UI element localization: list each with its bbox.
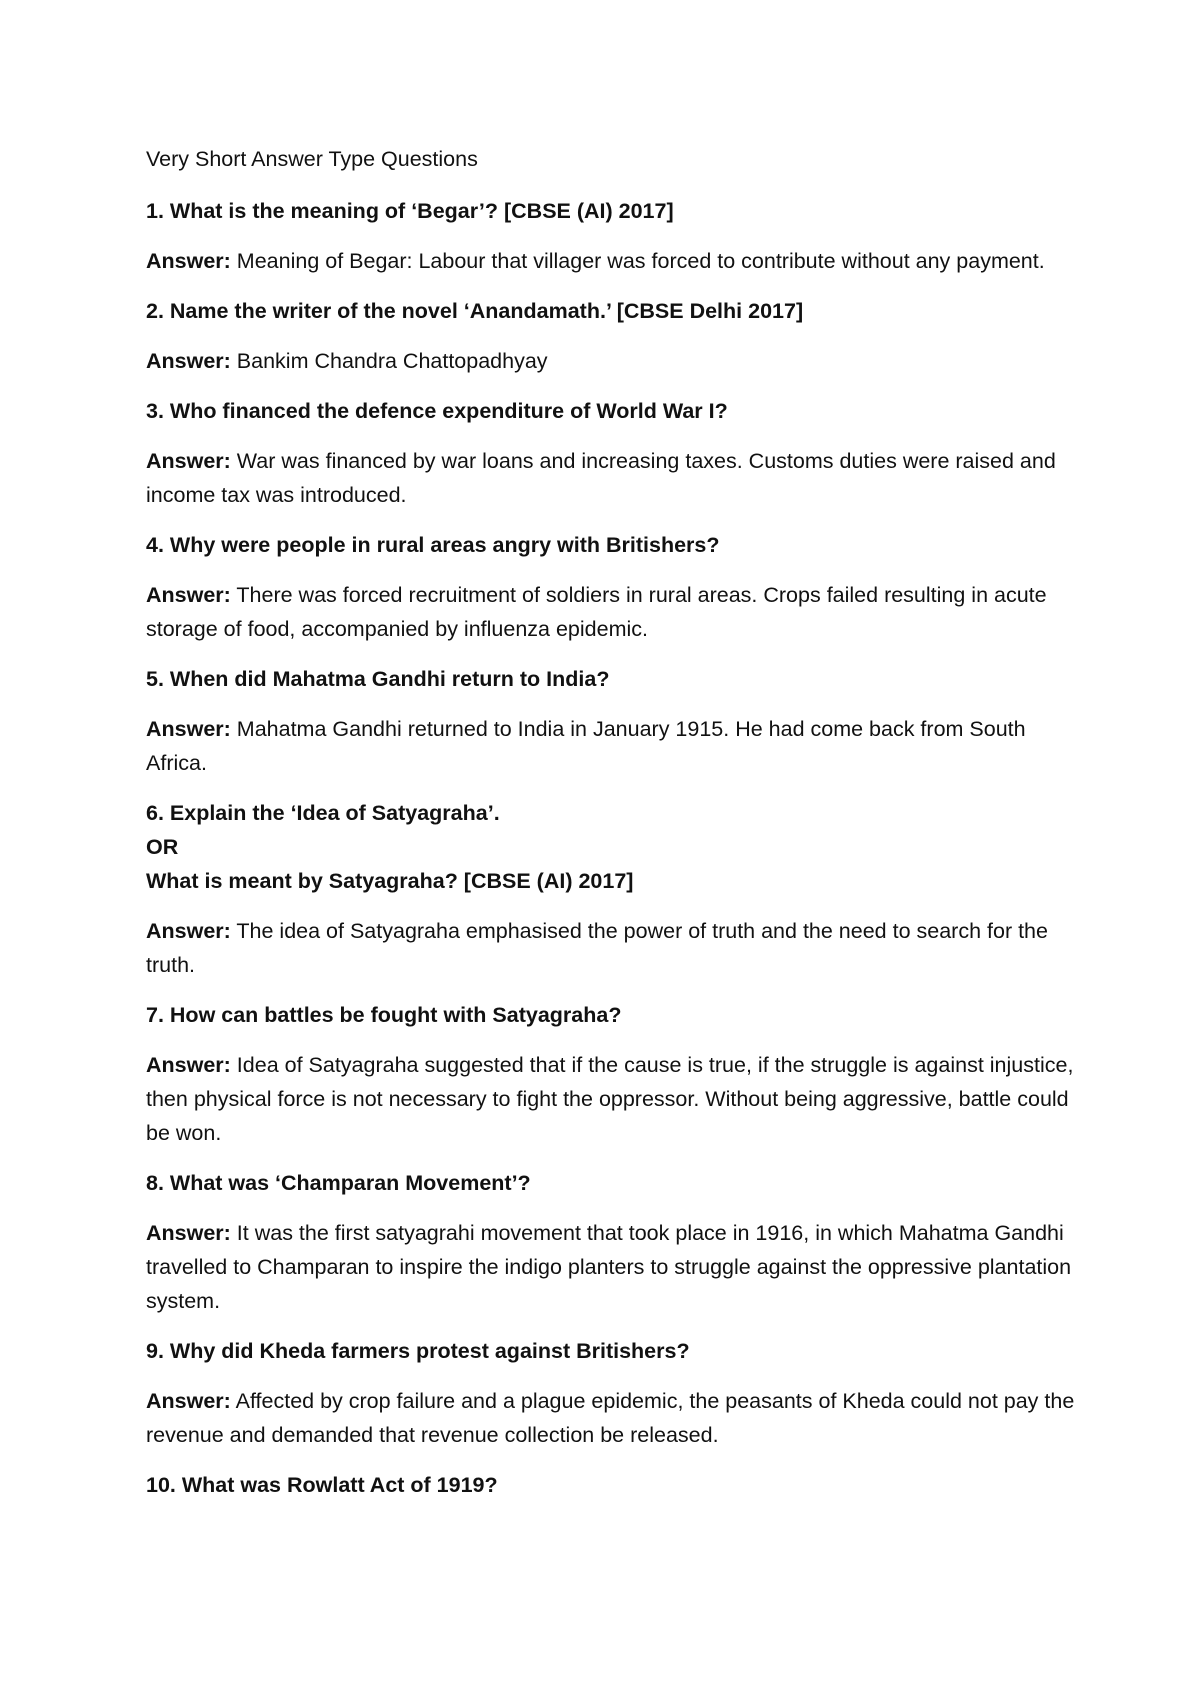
question-6-line-3: What is meant by Satyagraha? [CBSE (AI) 2017] <box>146 869 634 893</box>
answer-text: Bankim Chandra Chattopadhyay <box>230 349 548 373</box>
answer-text: Affected by crop failure and a plague epidemic, the peasants of Kheda could not pay the revenue and demanded that revenue collection be released. <box>146 1389 1075 1447</box>
answer-label: Answer: <box>146 449 231 473</box>
answer-3 <box>146 444 1076 512</box>
answer-9 <box>146 1384 1076 1452</box>
answer-text: There was forced recruitment of soldiers in rural areas. Crops failed resulting in acute storage of food, accompanied by influenza epidemic. <box>146 583 1047 641</box>
question-6 <box>146 796 1076 898</box>
question-6-line-1: 6. Explain the ‘Idea of Satyagraha’. <box>146 801 500 825</box>
answer-text: Mahatma Gandhi returned to India in January 1915. He had come back from South Africa. <box>146 717 1026 775</box>
answer-text: It was the first satyagrahi movement that took place in 1916, in which Mahatma Gandhi travelled to Champaran to inspire the indigo planters to struggle against the oppressive plantation system. <box>146 1221 1072 1313</box>
answer-7 <box>146 1048 1076 1150</box>
answer-label: Answer: <box>146 919 231 943</box>
answer-label: Answer: <box>146 1053 231 1077</box>
answer-6 <box>146 914 1076 982</box>
question-1: 1. What is the meaning of ‘Begar’? [CBSE (AI) 2017] <box>146 199 674 223</box>
question-7: 7. How can battles be fought with Satyagraha? <box>146 1003 622 1027</box>
section-heading: Very Short Answer Type Questions <box>146 147 478 171</box>
answer-label: Answer: <box>146 1389 231 1413</box>
answer-text: The idea of Satyagraha emphasised the power of truth and the need to search for the truth. <box>146 919 1048 977</box>
answer-text: War was financed by war loans and increasing taxes. Customs duties were raised and income tax was introduced. <box>146 449 1056 507</box>
answer-label: Answer: <box>146 583 231 607</box>
question-8: 8. What was ‘Champaran Movement’? <box>146 1171 531 1195</box>
answer-label: Answer: <box>146 1221 231 1245</box>
question-6-or: OR <box>146 835 179 859</box>
answer-text: Meaning of Begar: Labour that villager was forced to contribute without any payment. <box>230 249 1045 273</box>
answer-4 <box>146 578 1076 646</box>
answer-label: Answer: <box>146 349 231 373</box>
question-5: 5. When did Mahatma Gandhi return to India? <box>146 667 610 691</box>
answer-1 <box>146 244 1076 278</box>
question-4: 4. Why were people in rural areas angry with Britishers? <box>146 533 720 557</box>
answer-label: Answer: <box>146 249 231 273</box>
question-10: 10. What was Rowlatt Act of 1919? <box>146 1473 498 1497</box>
question-2: 2. Name the writer of the novel ‘Anandamath.’ [CBSE Delhi 2017] <box>146 299 804 323</box>
answer-5 <box>146 712 1076 780</box>
document-page <box>146 142 1076 1518</box>
answer-2 <box>146 344 1076 378</box>
answer-text: Idea of Satyagraha suggested that if the cause is true, if the struggle is against injustice, then physical force is not necessary to fight the oppressor. Without being aggressive, battle could be won. <box>146 1053 1074 1145</box>
question-9: 9. Why did Kheda farmers protest against Britishers? <box>146 1339 690 1363</box>
answer-label: Answer: <box>146 717 231 741</box>
answer-8 <box>146 1216 1076 1318</box>
question-3: 3. Who financed the defence expenditure of World War I? <box>146 399 728 423</box>
